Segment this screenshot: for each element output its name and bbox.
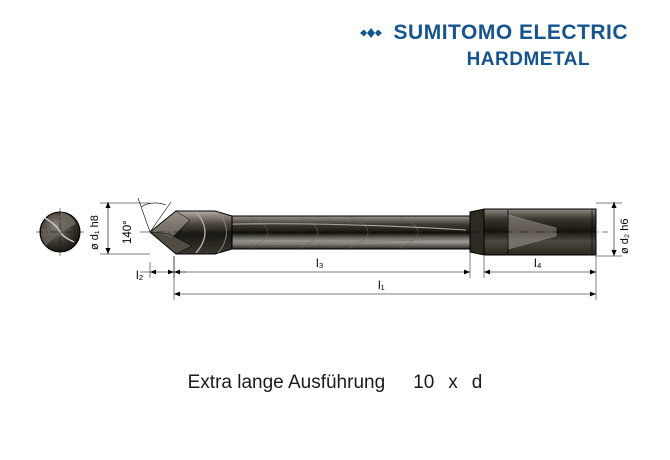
dimension-l1 xyxy=(174,278,596,300)
d2-label: ø d₂ h6 xyxy=(619,218,631,254)
brand-primary-row xyxy=(360,22,628,44)
brand-header xyxy=(360,22,628,70)
dimension-l4 xyxy=(484,256,596,278)
drill-side-view xyxy=(140,209,608,255)
l4-label: l₄ xyxy=(534,256,542,270)
diameter-d1-annotation xyxy=(89,202,150,254)
caption xyxy=(0,372,670,394)
dimension-l3 xyxy=(174,250,470,278)
end-view-cross-section xyxy=(36,208,84,256)
angle-label: 140° xyxy=(122,220,134,244)
caption-text: Extra lange Ausführung xyxy=(187,372,386,393)
brand-subtitle: HARDMETAL xyxy=(466,49,590,71)
drill-technical-drawing xyxy=(0,150,670,340)
d1-label: ø d₁ h8 xyxy=(89,215,101,250)
sumitomo-diamond-icon xyxy=(360,24,386,42)
diameter-d2-annotation xyxy=(596,202,631,256)
brand-name: SUMITOMO ELECTRIC xyxy=(393,21,628,44)
l2-label: l₂ xyxy=(136,268,144,282)
caption-multiplier-symbol: x xyxy=(448,372,458,393)
caption-multiplier-value: 10 xyxy=(413,372,435,393)
caption-diameter-symbol: d xyxy=(471,372,483,393)
l3-label: l₃ xyxy=(316,256,324,270)
l1-label: l₁ xyxy=(378,278,385,292)
dimension-l2 xyxy=(136,256,186,282)
